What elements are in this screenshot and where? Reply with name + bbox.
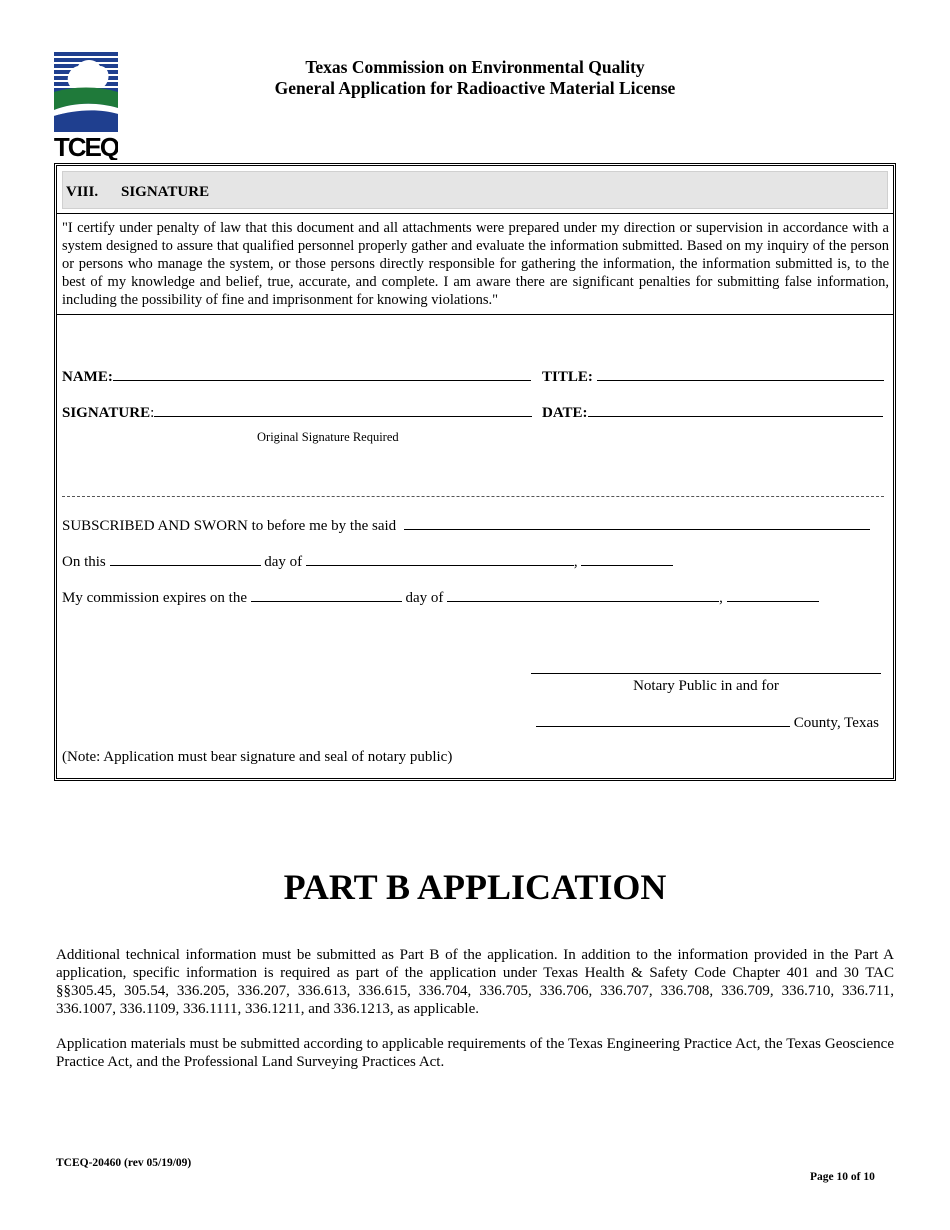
header-title-line2: General Application for Radioactive Material License (274, 78, 676, 98)
on-this-day-line[interactable] (110, 553, 261, 566)
notary-signature-line[interactable] (531, 673, 881, 674)
divider (57, 213, 893, 214)
day-of-label: day of (264, 554, 303, 570)
subscribed-line[interactable] (404, 517, 870, 530)
name-line[interactable] (113, 368, 531, 381)
section-number: VIII. (66, 184, 99, 200)
certification-text: "I certify under penalty of law that this document and all attachments were prepared under my direction or supervision in accordance with a system designed to assure that qualified personnel properly gather and evaluate the information submitted. Based on my inquiry of the person or persons who manage the system, or those persons directly responsible for gathering the information, the information submitted is, to the best of my knowledge and belief, true, accurate, and complete. I am aware there are significant penalties for submitting false information, including the possibility of fine and imprisonment for knowing violations." (62, 220, 889, 308)
section-title (66, 184, 209, 201)
on-this-label: On this (62, 554, 106, 570)
notary-public-label: Notary Public in and for (633, 678, 779, 694)
signature-line[interactable] (154, 404, 532, 417)
commission-label: My commission expires on the (62, 590, 247, 606)
commission-day-line[interactable] (251, 589, 402, 602)
comma-2: , (719, 590, 723, 606)
comma: , (573, 554, 578, 570)
title-field[interactable] (542, 368, 884, 386)
dashed-separator (62, 496, 884, 497)
name-field[interactable] (62, 368, 531, 386)
part-b-title: PART B APPLICATION (283, 867, 667, 907)
subscribed-field[interactable] (62, 517, 870, 535)
notary-note: (Note: Application must bear signature and seal of notary public) (62, 749, 453, 765)
part-b-paragraph-2: Application materials must be submitted according to applicable requirements of the Texas Engineering Practice Act, the Texas Geoscience Practice Act, and the Professional Land Surveying Practices Act. (56, 1036, 894, 1070)
county-label: County, Texas (793, 715, 879, 731)
page-number: Page 10 of 10 (810, 1171, 875, 1183)
date-field[interactable] (542, 404, 883, 422)
name-label: NAME: (62, 369, 113, 385)
signature-label: SIGNATURE (62, 405, 151, 421)
section-name: SIGNATURE (121, 184, 210, 200)
county-line[interactable] (536, 714, 790, 727)
date-line[interactable] (588, 404, 883, 417)
commission-month-line[interactable] (447, 589, 719, 602)
date-label: DATE: (542, 405, 588, 421)
commission-year-line[interactable] (727, 589, 819, 602)
part-b-paragraph-1: Additional technical information must be submitted as Part B of the application. In addition to the information provided in the Part A application, specific information is required as part of the application under Texas Health & Safety Code Chapter 401 and 30 TAC §§305.45, 305.54, 336.205, 336.207, 336.613, 336.615, 336.704, 336.705, 336.706, 336.707, 336.708, 336.709, 336.710, 336.711, 336.1007, 336.1109, 336.1111, 336.1211, and 336.1213, as applicable. (56, 947, 894, 1017)
title-label: TITLE: (542, 369, 593, 385)
on-this-field[interactable] (62, 553, 673, 571)
header-title-line1: Texas Commission on Environmental Quality (305, 57, 645, 77)
logo-text: TCEQ (54, 132, 118, 160)
subscribed-label: SUBSCRIBED AND SWORN to before me by the said (62, 518, 397, 534)
section-header (62, 171, 888, 209)
commission-field[interactable] (62, 589, 819, 607)
county-field[interactable] (536, 714, 879, 732)
signature-field[interactable] (62, 404, 532, 422)
signature-colon: : (150, 405, 155, 421)
day-of-label-2: day of (405, 590, 444, 606)
on-this-year-line[interactable] (581, 553, 673, 566)
title-line[interactable] (597, 368, 884, 381)
form-id: TCEQ-20460 (rev 05/19/09) (56, 1157, 192, 1169)
on-this-month-line[interactable] (306, 553, 574, 566)
divider (57, 314, 893, 315)
signature-note: Original Signature Required (257, 430, 399, 444)
signature-section (54, 163, 896, 781)
